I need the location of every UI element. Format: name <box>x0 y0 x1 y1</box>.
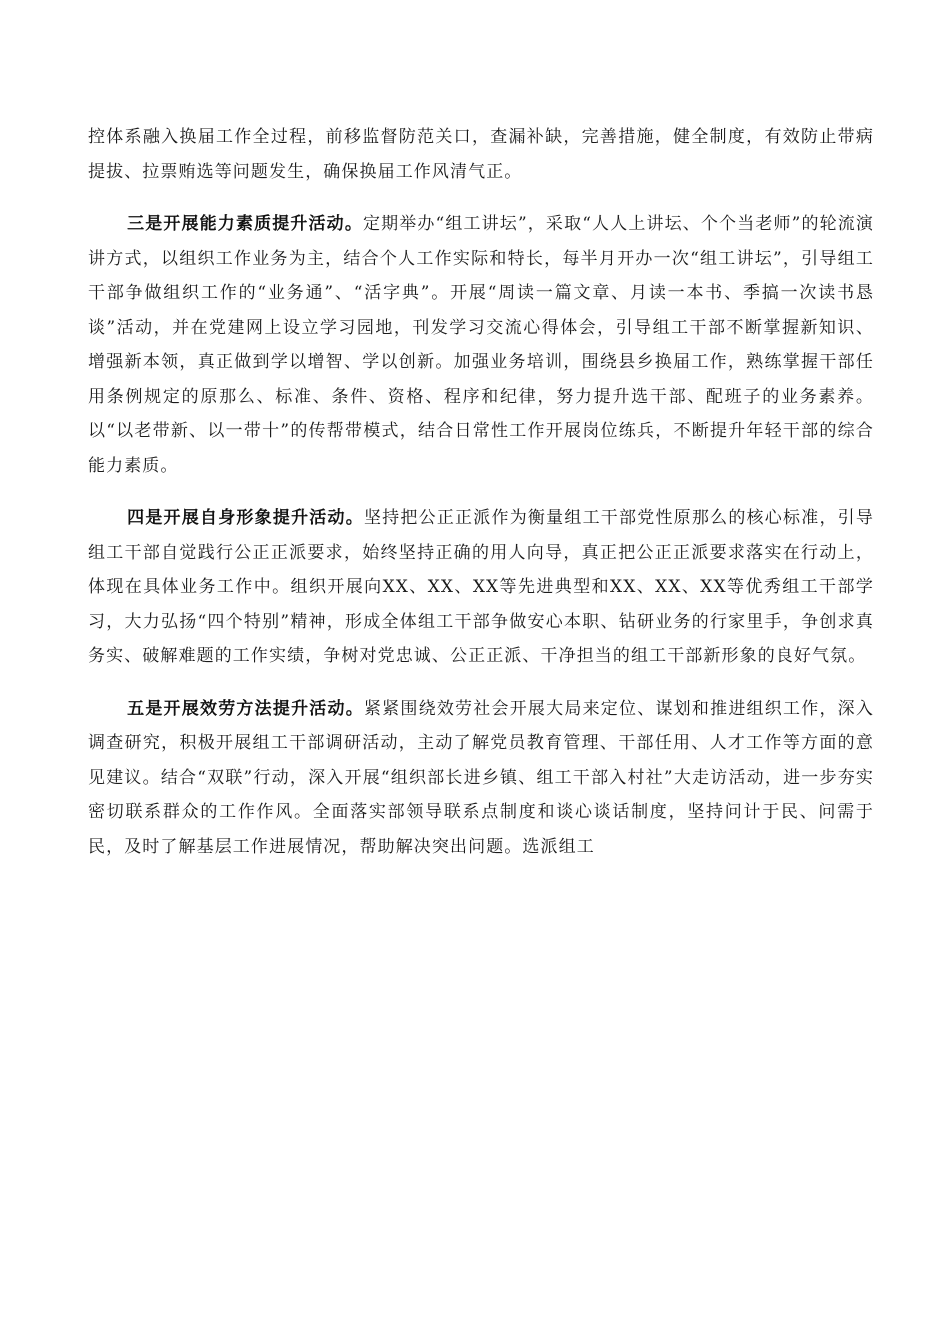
paragraph-text: 控体系融入换届工作全过程，前移监督防范关口，查漏补缺，完善措施，健全制度，有效防止带病提拔、拉票贿选等问题发生，确保换届工作风清气正。 <box>88 127 874 182</box>
paragraph-lead-heading: 五是开展效劳方法提升活动。 <box>127 698 364 719</box>
paragraph-image-improvement <box>88 501 874 674</box>
paragraph-text: 紧紧围绕效劳社会开展大局来定位、谋划和推进组织工作，深入调查研究，积极开展组工干部调研活动，主动了解党员教育管理、干部任用、人才工作等方面的意见建议。结合“双联”行动，深入开展“组织部长进乡镇、组工干部入村社”大走访活动，进一步夯实密切联系群众的工作作风。全面落实部领导联系点制度和谈心谈话制度，坚持问计于民、问需于民，及时了解基层工作进展情况，帮助解决突出问题。选派组工 <box>88 698 874 857</box>
document-body <box>88 120 874 882</box>
paragraph-lead-heading: 三是开展能力素质提升活动。 <box>127 214 363 234</box>
paragraph-service-improvement <box>88 692 874 865</box>
paragraph-ability-improvement <box>88 207 874 483</box>
paragraph-continuation <box>88 120 874 189</box>
paragraph-lead-heading: 四是开展自身形象提升活动。 <box>127 508 364 528</box>
paragraph-text: 定期举办“组工讲坛”，采取“人人上讲坛、个个当老师”的轮流演讲方式，以组织工作业务为主，结合个人工作实际和特长，每半月开办一次“组工讲坛”，引导组工干部争做组织工作的“业务通”、“活字典”。开展“周读一篇文章、月读一本书、季搞一次读书恳谈”活动，并在党建网上设立学习园地，刊发学习交流心得体会，引导组工干部不断掌握新知识、增强新本领，真正做到学以增智、学以创新。加强业务培训，围绕县乡换届工作，熟练掌握干部任用条例规定的原那么、标准、条件、资格、程序和纪律，努力提升选干部、配班子的业务素养。以“以老带新、以一带十”的传帮带模式，结合日常性工作开展岗位练兵，不断提升年轻干部的综合能力素质。 <box>88 214 874 476</box>
paragraph-text: 坚持把公正正派作为衡量组工干部党性原那么的核心标准，引导组工干部自觉践行公正正派要求，始终坚持正确的用人向导，真正把公正正派要求落实在行动上，体现在具体业务工作中。组织开展向XX、XX、XX等先进典型和XX、XX、XX等优秀组工干部学习，大力弘扬“四个特别”精神，形成全体组工干部争做安心本职、钻研业务的行家里手，争创求真务实、破解难题的工作实绩，争树对党忠诚、公正正派、干净担当的组工干部新形象的良好气氛。 <box>88 508 874 666</box>
